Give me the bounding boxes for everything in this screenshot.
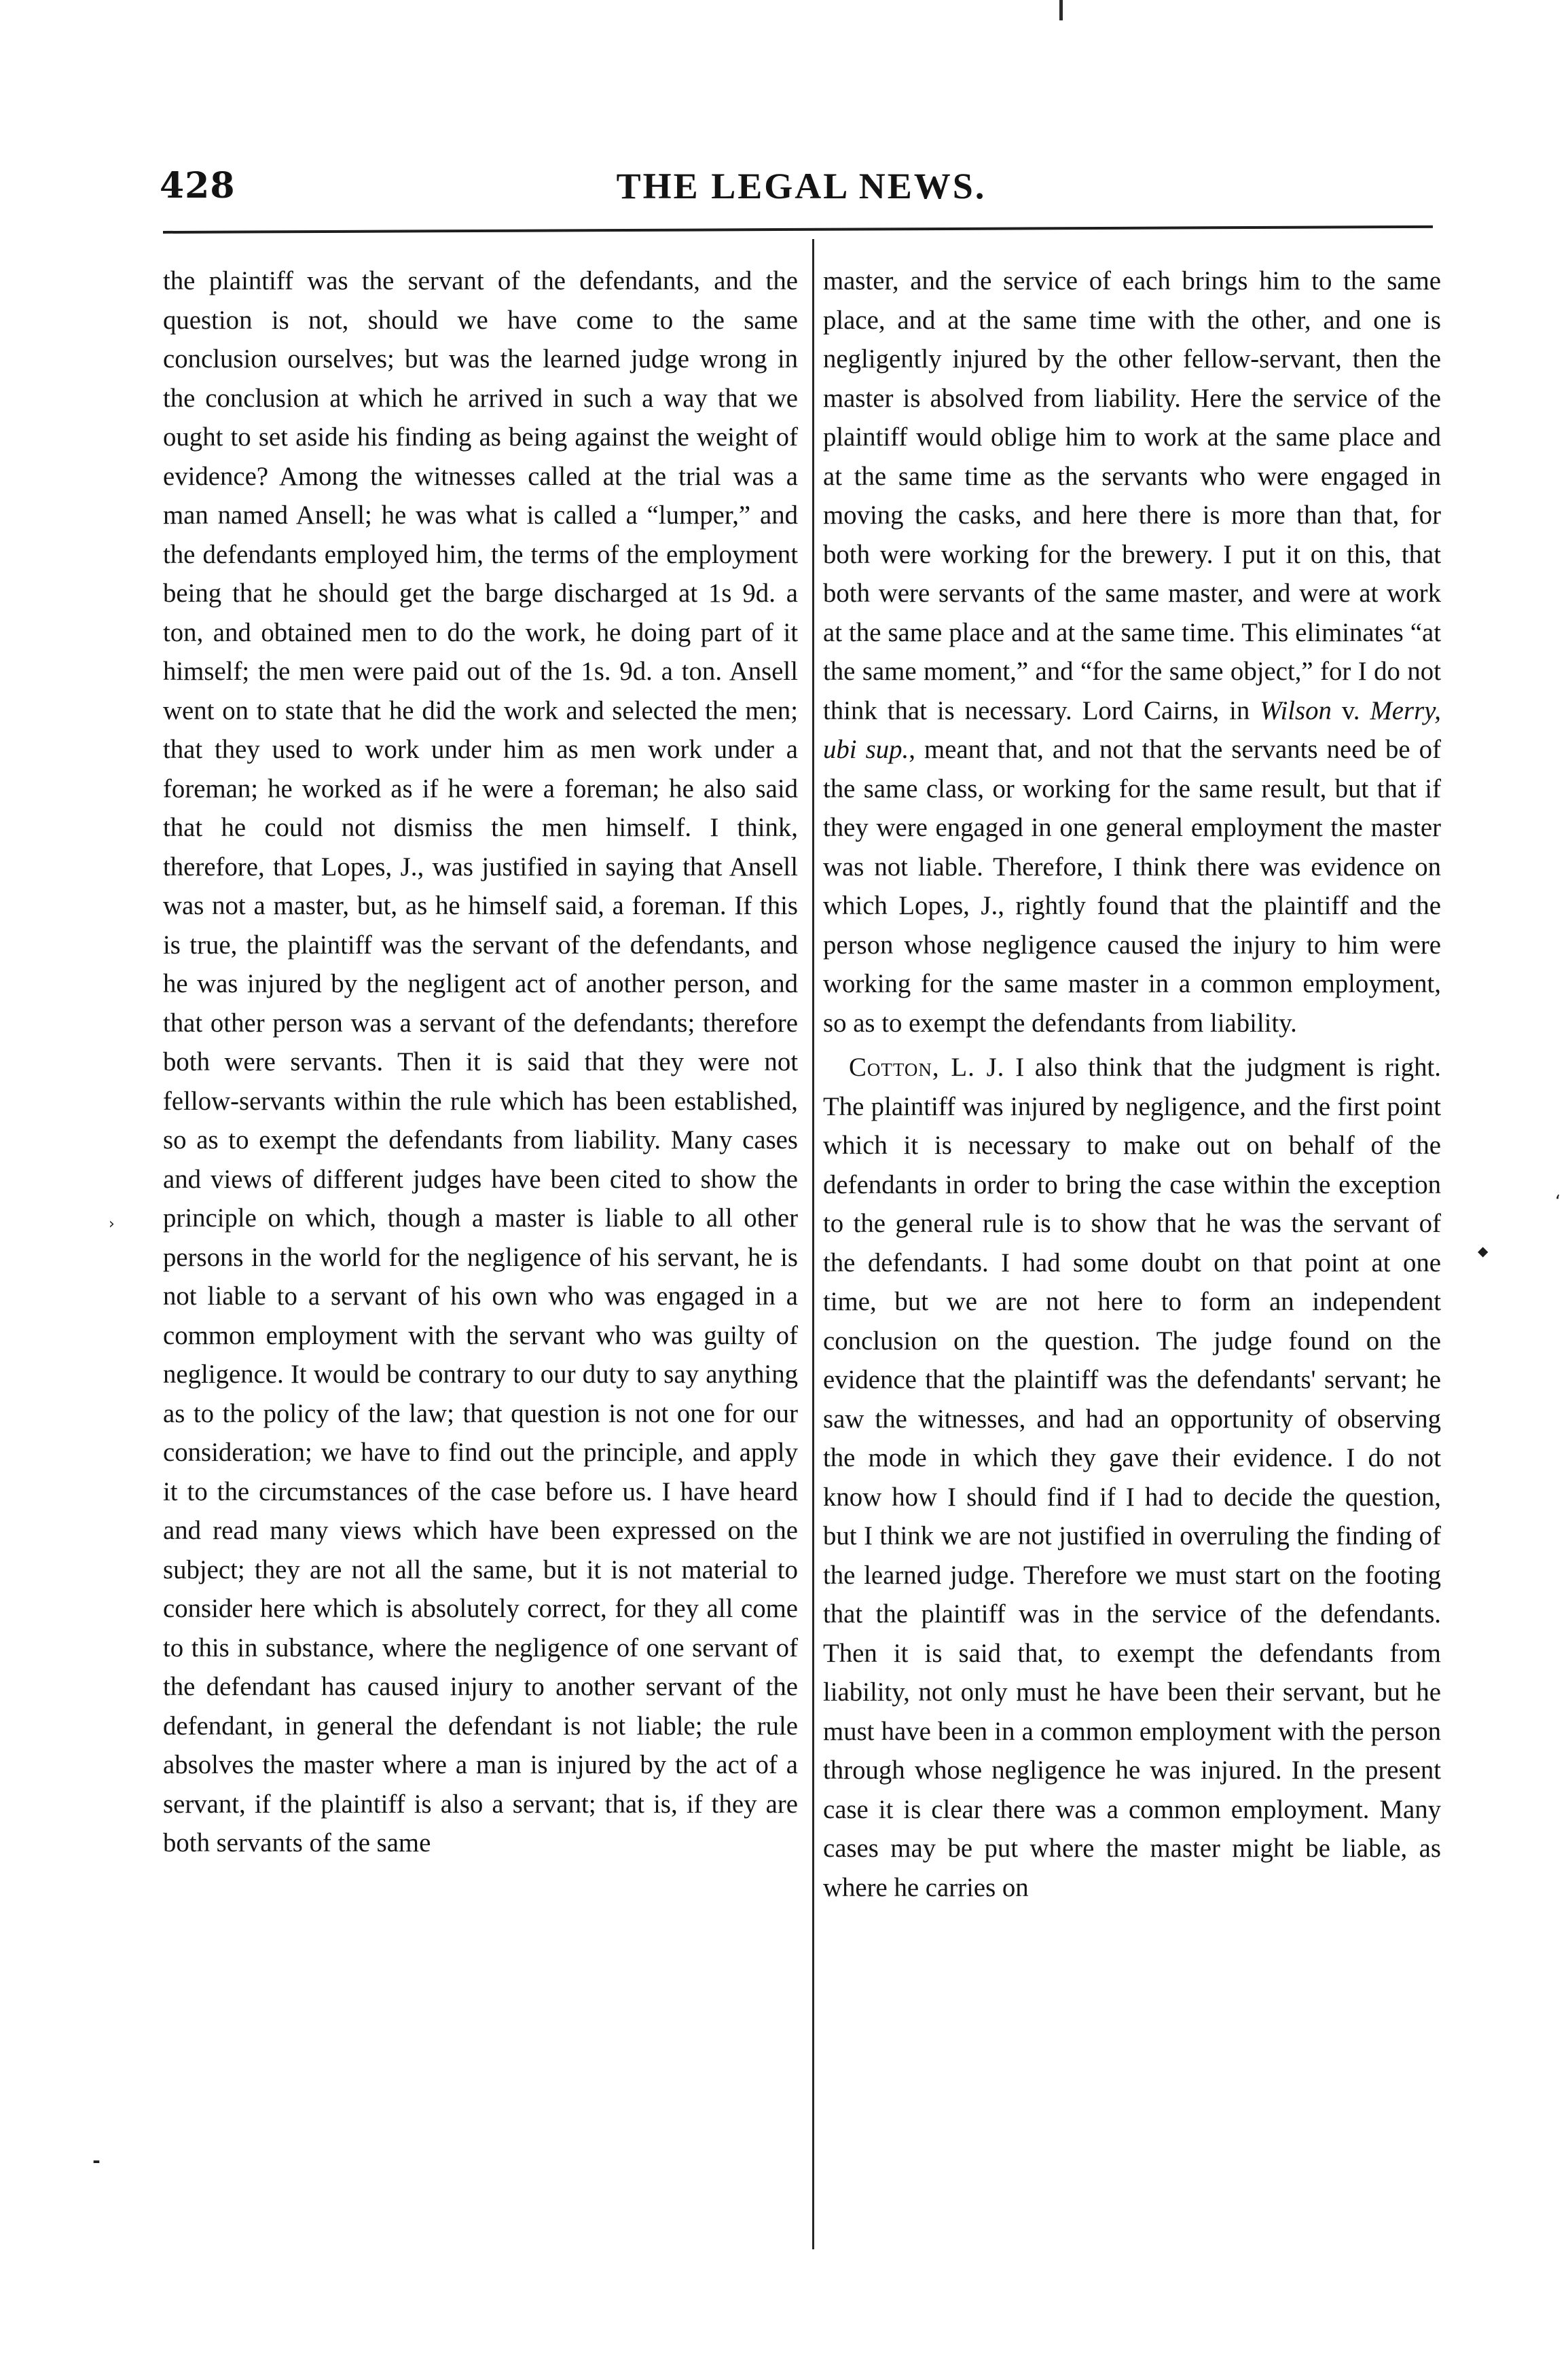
margin-mark-right: ‘	[1555, 1192, 1561, 1212]
citation-v: v.	[1331, 695, 1370, 725]
right-column-paragraph-2	[823, 1048, 1441, 1907]
top-edge-mark	[1059, 0, 1063, 20]
speaker-name: Cotton, L. J.	[849, 1053, 1005, 1082]
margin-bullet-right: ◆	[1478, 1243, 1489, 1259]
opinion-text: I also think that the judgment is right. The plaintiff was injured by negligence, and the first point which it is necessary to make out on behalf of the defendants in order to bring the case within the exception to the general rule is to show that he was the servant of the defendants. I had some doubt on that point at one time, but we are not here to form an independent conclusion on the question. The judge found on the evidence that the plaintiff was the defendants' servant; he saw the witnesses, and had an opportunity of observing the mode in which they gave their evidence. I do not know how I should find if I had to decide the question, but I think we are not justified in overruling the finding of the learned judge. Therefore we must start on the footing that the plaintiff was in the service of the defendants. Then it is said that, to exempt the defendants from liability, not only must he have been their servant, but he must have been in a common employment with the person through whose negligence he was injured. In the present case it is clear there was a common employment. Many cases may be put where the master might be liable, as where he carries on	[823, 1053, 1441, 1902]
left-column	[163, 261, 798, 1863]
right-column	[823, 261, 1441, 1907]
column-divider	[812, 239, 814, 2249]
case-name-merry: Merry,	[1370, 695, 1441, 725]
right-column-paragraph-1	[823, 261, 1441, 1042]
running-title: THE LEGAL NEWS.	[616, 166, 987, 206]
left-column-paragraph: the plaintiff was the servant of the defendants, and the question is not, should we have come to the same conclusion ourselves; but was the learned judge wrong in the conclusion at which he arrived in such a way that we ought to set aside his finding as being against the weight of evidence? Among the witnesses called at the trial was a man named Ansell; he was what is called a “lumper,” and the defendants employed him, the terms of the employment being that he should get the barge discharged at 1s 9d. a ton, and obtained men to do the work, he doing part of it himself; the men were paid out of the 1s. 9d. a ton. Ansell went on to state that he did the work and selected the men; that they used to work under him as men work under a foreman; he worked as if he were a foreman; he also said that he could not dismiss the men himself. I think, therefore, that Lopes, J., was justified in saying that Ansell was not a master, but, as he himself said, a foreman. If this is true, the plaintiff was the servant of the defendants, and he was injured by the negligent act of another person, and that other person was a servant of the defendants; therefore both were servants. Then it is said that they were not fellow-servants within the rule which has been established, so as to exempt the defendants from liability. Many cases and views of different judges have been cited to show the principle on which, though a master is liable to all other persons in the world for the negligence of his servant, he is not liable to a servant of his own who was engaged in a common employment with the servant who was guilty of negligence. It would be contrary to our duty to say anything as to the policy of the law; that question is not one for our consideration; we have to find out the principle, and apply it to the circumstances of the case before us. I have heard and read many views which have been expressed on the subject; they are not all the same, but it is not material to consider here which is absolutely correct, for they all come to this in substance, where the negligence of one servant of the defendant has caused injury to another servant of the defendant, in general the defendant is not liable; the rule absolves the master where a man is injured by the act of a servant, if the plaintiff is also a servant; that is, if they are both servants of the same	[163, 266, 798, 1857]
page-header	[160, 153, 1443, 228]
margin-mark-left: ›	[109, 1216, 115, 1233]
case-name-wilson: Wilson	[1260, 695, 1332, 725]
page-number: 428	[160, 165, 236, 206]
paragraph-text-continued: , meant that, and not that the servants need be of the same class, or working for the same result, but that if they were engaged in one general employment the master was not liable. Therefore, I think there was evidence on which Lopes, J., rightly found that the plaintiff and the person whose negligence caused the injury to him were working for the same master in a common employment, so as to exempt the defendants from liability.	[823, 735, 1441, 1038]
ubi-sup: ubi sup.	[823, 735, 909, 764]
margin-mark-left-lower: ⁃	[92, 2149, 101, 2172]
paragraph-text: master, and the service of each brings him to the same place, and at the same time with the other, and one is negligently injured by the other fellow-servant, then the master is absolved from liability. Here the service of the plaintiff would oblige him to work at the same place and at the same time as the servants who were engaged in moving the casks, and here there is more than that, for both were working for the brewery. I put it on this, that both were servants of the same master, and were at work at the same place and at the same time. This eliminates “at the same moment,” and “for the same object,” for I do not think that is necessary. Lord Cairns, in	[823, 266, 1441, 725]
